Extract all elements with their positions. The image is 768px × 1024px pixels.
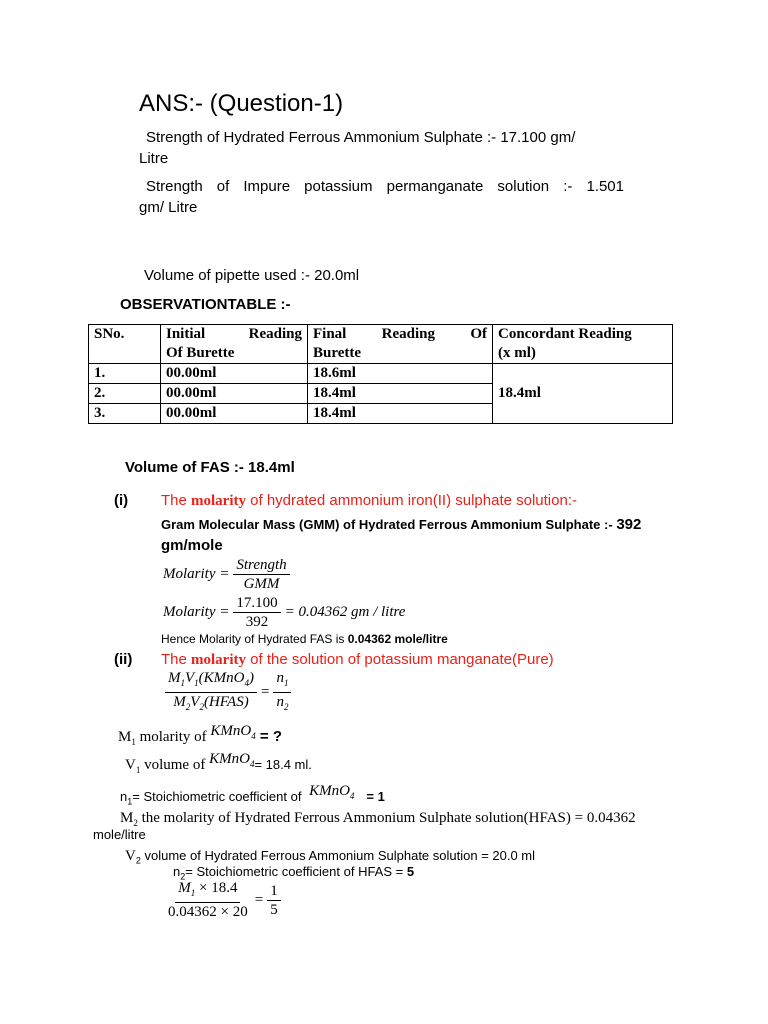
eq2-fraction	[233, 595, 280, 630]
header-initial	[161, 325, 308, 364]
part2-heading	[161, 651, 554, 669]
header-initial-c: Of Burette	[166, 345, 235, 361]
equation-final: $\frac{M_1 \times 18.4}{0.04362 \times 20}$ = $\frac{1}{5}$	[161, 880, 285, 920]
part1-heading	[161, 492, 577, 510]
gmm-value: 392	[616, 516, 642, 533]
final-den: 0.04362 × 20	[168, 904, 248, 920]
eq1-fraction	[233, 557, 289, 592]
mv-num: $M_1V_1(KMnO_4)$	[165, 670, 257, 693]
cell-final: 18.6ml	[308, 364, 493, 384]
header-final	[308, 325, 493, 364]
hence-value: 0.04362 mole/litre	[347, 632, 448, 646]
header-final-b: Reading	[381, 326, 435, 342]
cell-final: 18.4ml	[308, 404, 493, 424]
part1-heading-c: of hydrated ammonium iron(II) sulphate solution:-	[246, 492, 577, 509]
hence-text: Hence Molarity of Hydrated FAS is	[161, 632, 348, 646]
mv-den: $M_2V_2(HFAS)$	[173, 694, 249, 712]
part1-heading-a: The	[161, 492, 192, 509]
n2-line: $n_2=$ Stoichiometric coefficient of HFAS = 5	[173, 864, 415, 882]
page-title: ANS:- (Question-1)	[139, 90, 344, 117]
volume-fas: Volume of FAS :- 18.4ml	[125, 459, 295, 476]
header-final-a: Final	[313, 326, 347, 342]
table-row	[89, 364, 673, 384]
m2-line: $M_2$ the molarity of Hydrated Ferrous Ammonium Sulphate solution(HFAS) = 0.04362	[120, 810, 636, 828]
equation-molarity-formula	[163, 557, 294, 592]
observation-table	[88, 324, 673, 424]
strength-kmno4-cont: gm/ Litre	[139, 199, 198, 216]
eq2-lhs: Molarity =	[163, 604, 230, 620]
strength-fas-cont: Litre	[139, 150, 169, 167]
table-header-row	[89, 325, 673, 364]
header-final-d: Burette	[313, 345, 362, 361]
part2-heading-molarity: molarity	[191, 652, 246, 668]
cell-sno: 3.	[89, 404, 161, 424]
cell-initial: 00.00ml	[161, 364, 308, 384]
header-initial-b: Reading	[248, 326, 302, 342]
header-sno: SNo.	[89, 325, 161, 364]
final-rnum: 1	[267, 883, 281, 901]
n-num: $n_1$	[273, 670, 291, 693]
observation-heading: OBSERVATIONTABLE :-	[120, 296, 291, 313]
n-fraction	[273, 670, 291, 715]
cell-final: 18.4ml	[308, 384, 493, 404]
m2-cont: mole/litre	[93, 827, 146, 842]
eq2-rhs: = 0.04362 gm / litre	[284, 604, 406, 620]
v1-line: $V_1$ volume of KMnO$_4$= 18.4 ml.	[125, 751, 312, 775]
n-den: $n_2$	[276, 694, 289, 712]
part2-heading-a: The	[161, 651, 192, 668]
cell-sno: 2.	[89, 384, 161, 404]
part1-label: (i)	[114, 492, 129, 509]
v2-line: $V_2$ volume of Hydrated Ferrous Ammonium Sulphate solution = 20.0 ml	[125, 848, 536, 866]
header-concordant-a: Concordant Reading	[498, 326, 632, 342]
final-fraction	[165, 880, 251, 920]
part2-heading-c: of the solution of potassium manganate(Pure)	[246, 651, 554, 668]
mv-fraction	[165, 670, 257, 715]
header-final-c: Of	[470, 326, 487, 342]
header-initial-a: Initial	[166, 326, 206, 342]
v1-kmno4: KMnO$_4$	[209, 751, 255, 769]
cell-sno: 1.	[89, 364, 161, 384]
cell-initial: 00.00ml	[161, 404, 308, 424]
hence-molarity	[161, 632, 448, 646]
eq1-lhs: Molarity =	[163, 566, 230, 582]
eq2-den: 392	[245, 614, 269, 630]
final-ratio	[267, 883, 281, 918]
equation-mv-ratio: $\frac{M_1V_1(KMnO_4)}{M_2V_2(HFAS)}$ = $\frac{n_1}{n_2}$	[161, 670, 295, 715]
cell-concordant: 18.4ml	[493, 364, 673, 424]
m1-line: $M_1$ molarity of KMnO$_4$ = ?	[118, 723, 283, 747]
final-rden: 5	[270, 901, 278, 918]
pipette-volume: Volume of pipette used :- 20.0ml	[144, 267, 360, 284]
final-num: $M_1 \times 18.4$	[175, 880, 240, 903]
n1-kmno4: KMnO$_4$	[309, 783, 355, 801]
eq2-num: 17.100	[233, 595, 280, 613]
header-concordant	[493, 325, 673, 364]
n1-line: $n_1=$ Stoichiometric coefficient of KMnO$_4$ = 1	[120, 783, 385, 807]
part1-heading-molarity: molarity	[191, 493, 246, 509]
gmm-text: Gram Molecular Mass (GMM) of Hydrated Ferrous Ammonium Sulphate :-	[161, 517, 617, 532]
m1-kmno4: KMnO$_4$	[210, 723, 256, 741]
strength-fas-line: Strength of Hydrated Ferrous Ammonium Sulphate :- 17.100 gm/	[146, 129, 576, 146]
header-concordant-b: (x ml)	[498, 345, 536, 361]
equation-molarity-value	[163, 595, 405, 630]
cell-initial: 00.00ml	[161, 384, 308, 404]
strength-kmno4-line: Strength of Impure potassium permanganate solution :- 1.501	[146, 178, 624, 195]
gmm-unit: gm/mole	[161, 537, 223, 554]
eq1-den: GMM	[243, 576, 280, 592]
gmm-line	[161, 516, 671, 533]
eq1-num: Strength	[233, 557, 289, 575]
part2-label: (ii)	[114, 651, 133, 668]
